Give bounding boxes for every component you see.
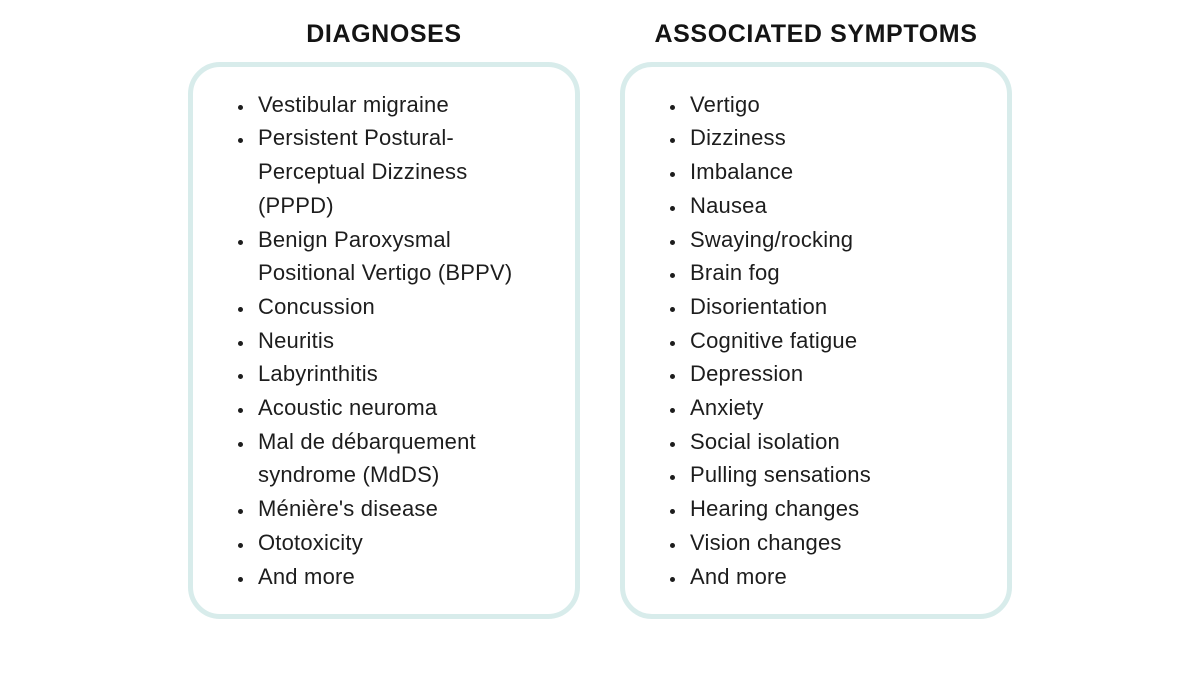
- list-item: • And more: [687, 560, 977, 594]
- list-item: • Acoustic neuroma: [255, 391, 545, 425]
- list-item: • Benign Paroxysmal Positional Vertigo (BPPV): [255, 223, 545, 290]
- list-item: • Ménière's disease: [255, 492, 545, 526]
- list-item: • Swaying/rocking: [687, 223, 977, 257]
- list-item: • Neuritis: [255, 324, 545, 358]
- list-item: • Labyrinthitis: [255, 357, 545, 391]
- diagnoses-list: [235, 88, 545, 594]
- symptoms-card: [620, 62, 1012, 620]
- list-item: • Persistent Postural-Perceptual Dizziness (PPPD): [255, 121, 545, 222]
- symptoms-column: [620, 20, 1012, 619]
- list-item: • Pulling sensations: [687, 458, 977, 492]
- symptoms-list: [667, 88, 977, 594]
- list-item: • Dizziness: [687, 121, 977, 155]
- list-item: • Social isolation: [687, 425, 977, 459]
- list-item: • Depression: [687, 357, 977, 391]
- list-item: • Anxiety: [687, 391, 977, 425]
- list-item: • Brain fog: [687, 256, 977, 290]
- list-item: • And more: [255, 560, 545, 594]
- list-item: • Concussion: [255, 290, 545, 324]
- list-item: • Vertigo: [687, 88, 977, 122]
- list-item: • Vision changes: [687, 526, 977, 560]
- diagnoses-column: [188, 20, 580, 619]
- list-item: • Cognitive fatigue: [687, 324, 977, 358]
- list-item: • Disorientation: [687, 290, 977, 324]
- list-item: • Mal de débarquement syndrome (MdDS): [255, 425, 545, 492]
- symptoms-title: ASSOCIATED SYMPTOMS: [654, 20, 978, 48]
- list-item: • Hearing changes: [687, 492, 977, 526]
- list-item: • Vestibular migraine: [255, 88, 545, 122]
- list-item: • Imbalance: [687, 155, 977, 189]
- list-item: • Nausea: [687, 189, 977, 223]
- list-item: • Ototoxicity: [255, 526, 545, 560]
- diagnoses-card: [188, 62, 580, 620]
- two-column-layout: [0, 20, 1200, 619]
- diagnoses-title: DIAGNOSES: [306, 20, 462, 48]
